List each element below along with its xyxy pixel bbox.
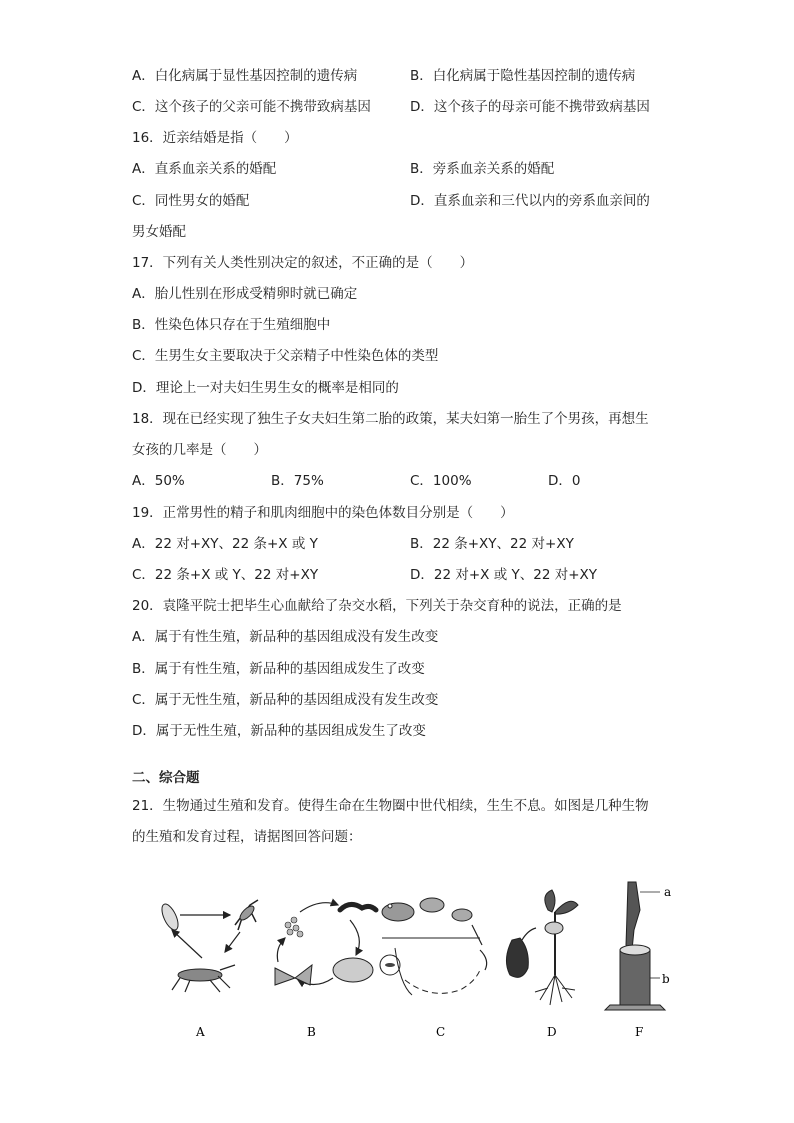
q17-stem: 17．下列有关人类性别决定的叙述，不正确的是（ ） bbox=[132, 255, 474, 271]
q17-option-a: A．胎儿性别在形成受精卵时就已确定 bbox=[132, 286, 358, 302]
reproduction-development-figure bbox=[150, 870, 680, 1050]
q21-stem-line2: 的生殖和发育过程，请据图回答问题： bbox=[132, 829, 362, 845]
figure-label-f: F bbox=[635, 1025, 644, 1039]
grasshopper-cycle-illustration bbox=[159, 900, 258, 992]
q19-option-b: B．22 条+XY、22 对+XY bbox=[410, 536, 574, 552]
frog-cycle-illustration bbox=[380, 898, 487, 995]
figure-label-b: B bbox=[307, 1025, 316, 1039]
q18-stem-line1: 18．现在已经实现了独生子女夫妇生第二胎的政策，某夫妇第一胎生了个男孩，再想生 bbox=[132, 411, 649, 427]
q16-option-b: B．旁系血亲关系的婚配 bbox=[410, 161, 555, 177]
figure-label-d: D bbox=[547, 1025, 557, 1039]
q18-option-a: A．50% bbox=[132, 473, 185, 489]
seed-germination-illustration bbox=[506, 890, 578, 1005]
q18-option-b: B．75% bbox=[271, 473, 324, 489]
rootstock-marker: b bbox=[662, 972, 670, 986]
q20-option-a: A．属于有性生殖，新品种的基因组成没有发生改变 bbox=[132, 629, 439, 645]
q15-option-d: D．这个孩子的母亲可能不携带致病基因 bbox=[410, 99, 650, 115]
q16-option-a: A．直系血亲关系的婚配 bbox=[132, 161, 277, 177]
q16-stem: 16．近亲结婚是指（ ） bbox=[132, 130, 298, 146]
silkworm-cycle-illustration bbox=[275, 903, 376, 985]
q17-option-b: B．性染色体只存在于生殖细胞中 bbox=[132, 317, 331, 333]
q19-stem: 19．正常男性的精子和肌肉细胞中的染色体数目分别是（ ） bbox=[132, 505, 514, 521]
q20-option-d: D．属于无性生殖，新品种的基因组成发生了改变 bbox=[132, 723, 426, 739]
q20-stem: 20．袁隆平院士把毕生心血献给了杂交水稻，下列关于杂交育种的说法，正确的是 bbox=[132, 598, 622, 614]
scion-marker: a bbox=[664, 885, 672, 899]
q19-option-a: A．22 对+XY、22 条+X 或 Y bbox=[132, 536, 318, 552]
figure-label-a: A bbox=[196, 1025, 205, 1039]
q16-option-d-continued: 男女婚配 bbox=[132, 224, 186, 240]
q18-stem-line2: 女孩的几率是（ ） bbox=[132, 442, 267, 458]
q20-option-c: C．属于无性生殖，新品种的基因组成没有发生改变 bbox=[132, 692, 439, 708]
q15-option-a: A．白化病属于显性基因控制的遗传病 bbox=[132, 68, 358, 84]
q18-option-d: D．0 bbox=[548, 473, 581, 489]
q16-option-d: D．直系血亲和三代以内的旁系血亲间的 bbox=[410, 193, 650, 209]
q15-option-c: C．这个孩子的父亲可能不携带致病基因 bbox=[132, 99, 371, 115]
q18-option-c: C．100% bbox=[410, 473, 472, 489]
q17-option-c: C．生男生女主要取决于父亲精子中性染色体的类型 bbox=[132, 348, 439, 364]
q20-option-b: B．属于有性生殖，新品种的基因组成发生了改变 bbox=[132, 661, 425, 677]
section-heading: 二、综合题 bbox=[132, 770, 200, 786]
q21-stem-line1: 21．生物通过生殖和发育。使得生命在生物圈中世代相续，生生不息。如图是几种生物 bbox=[132, 798, 649, 814]
q19-option-c: C．22 条+X 或 Y、22 对+XY bbox=[132, 567, 319, 583]
q19-option-d: D．22 对+X 或 Y、22 对+XY bbox=[410, 567, 598, 583]
q15-option-b: B．白化病属于隐性基因控制的遗传病 bbox=[410, 68, 636, 84]
q17-option-d: D．理论上一对夫妇生男生女的概率是相同的 bbox=[132, 380, 399, 396]
grafting-illustration bbox=[605, 882, 665, 1010]
figure-label-c: C bbox=[436, 1025, 446, 1039]
q16-option-c: C．同性男女的婚配 bbox=[132, 193, 250, 209]
